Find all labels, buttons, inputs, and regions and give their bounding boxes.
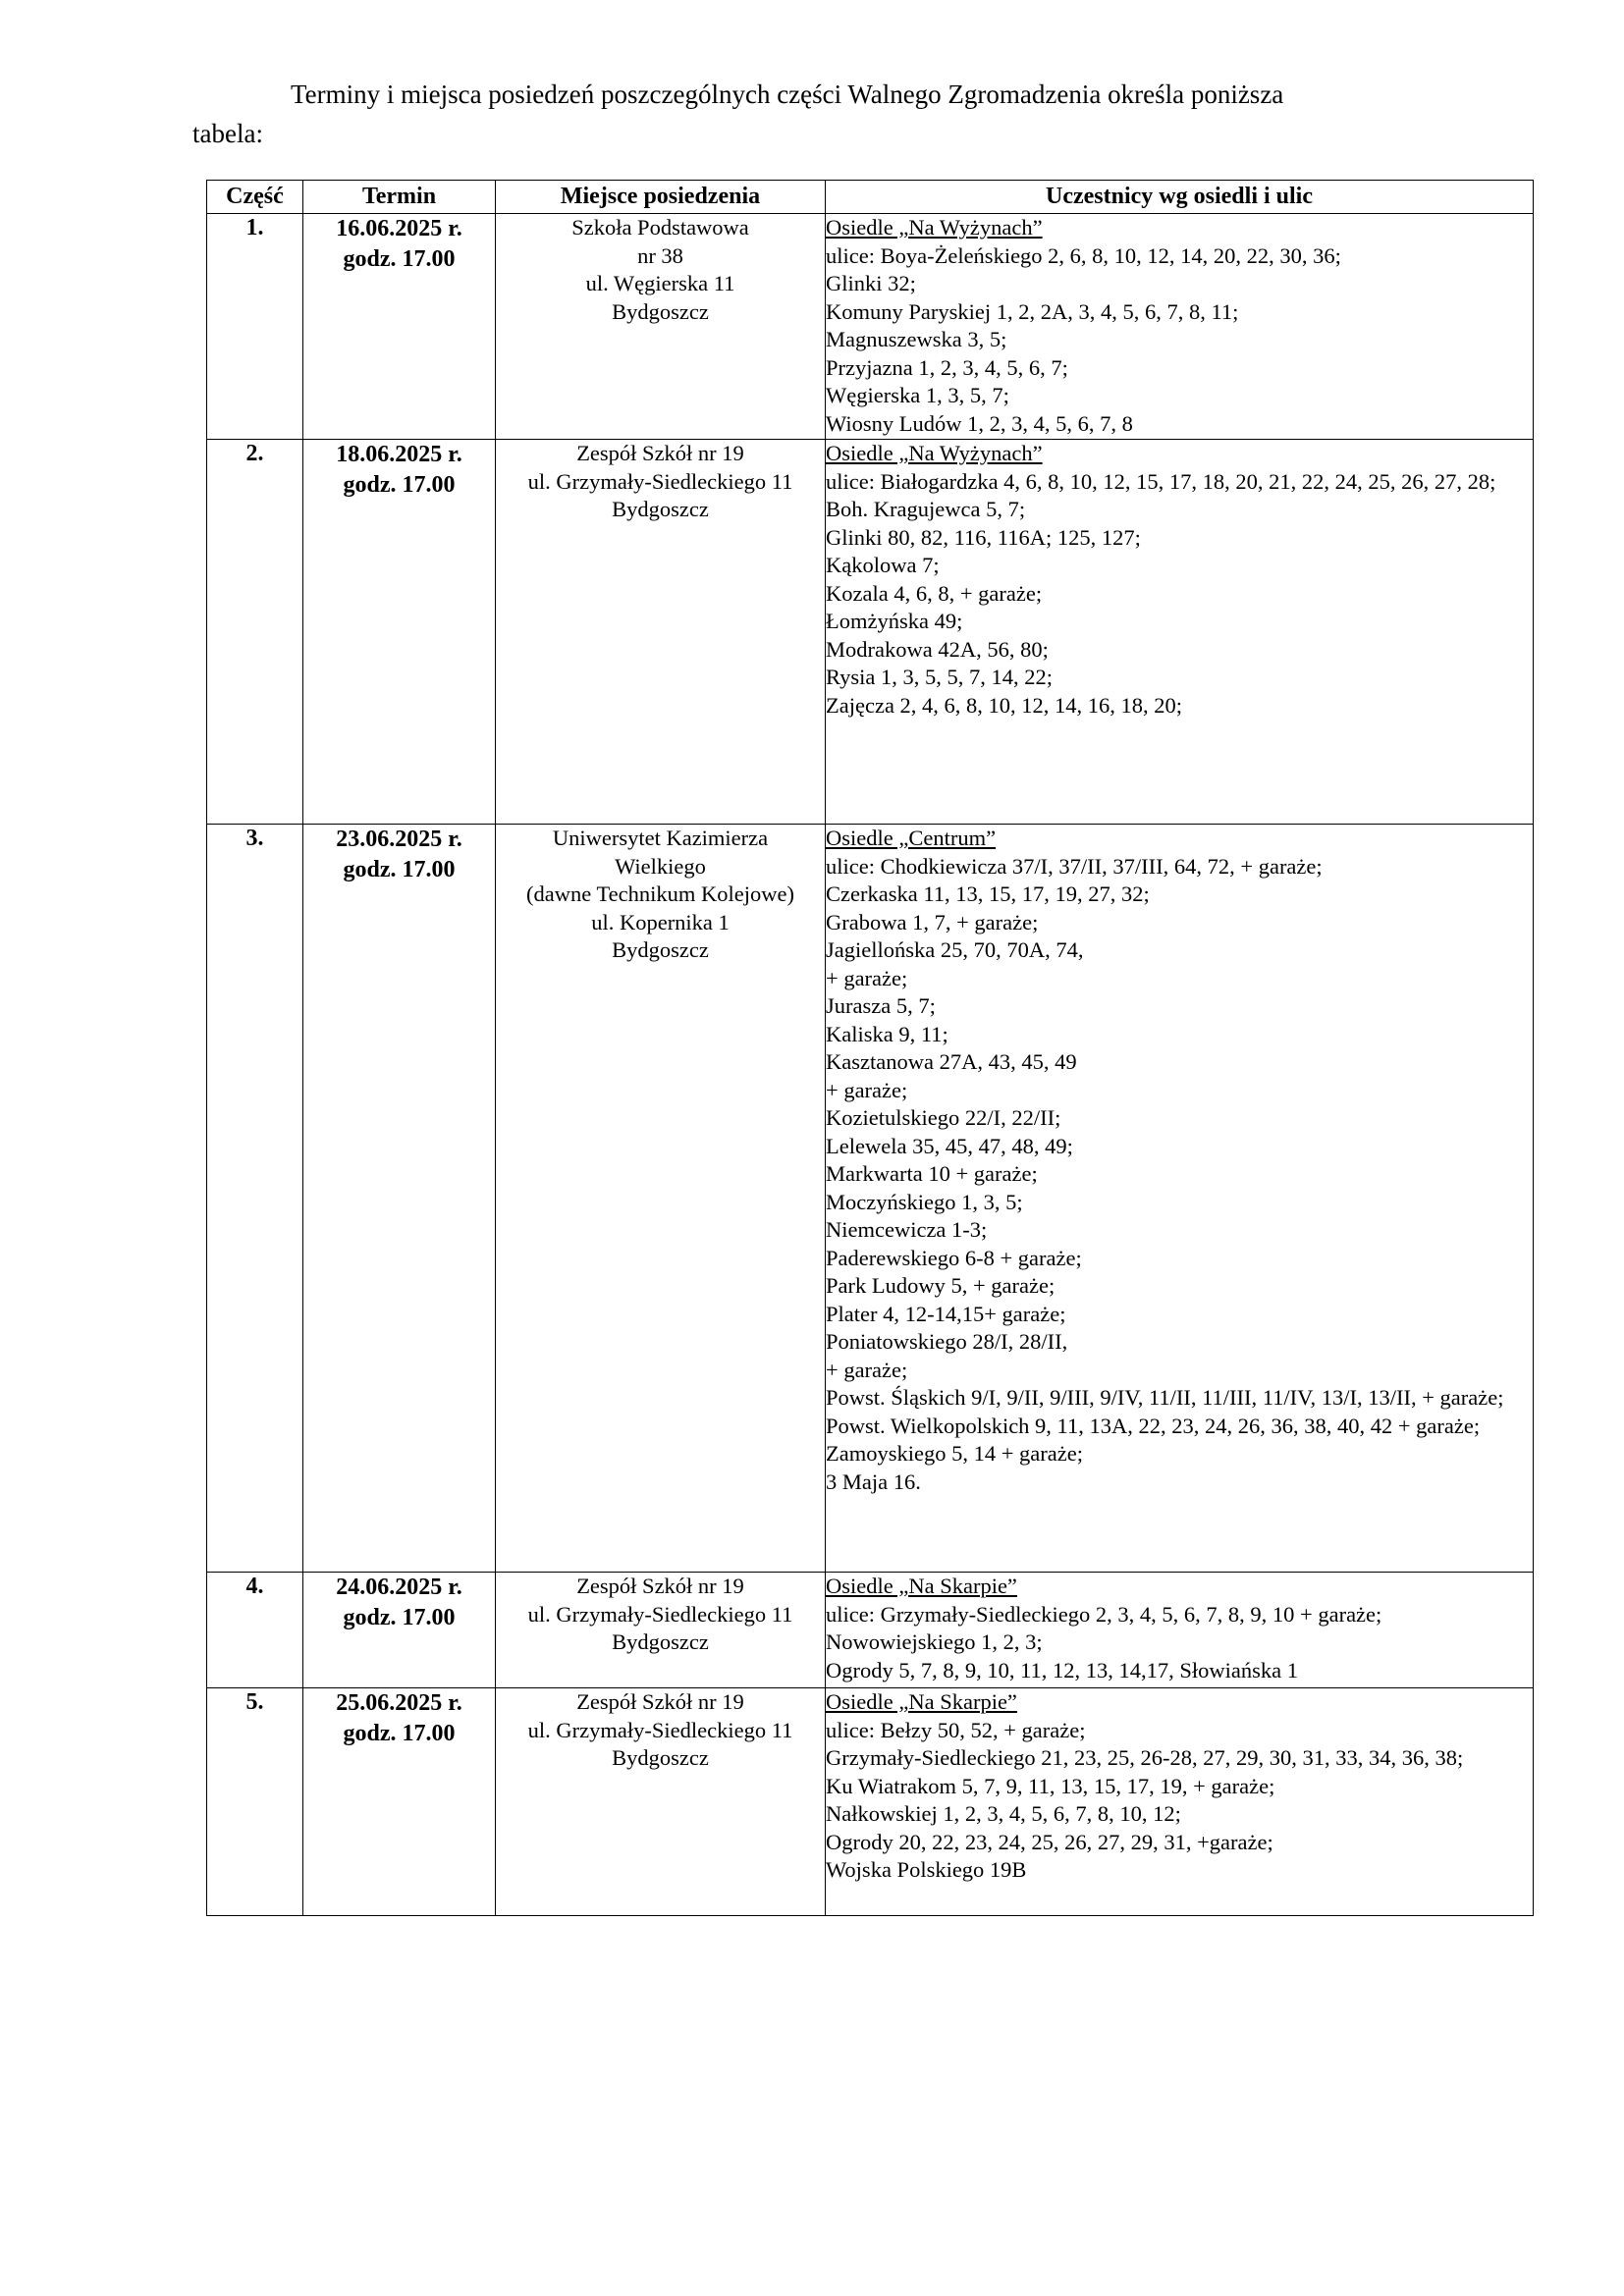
meeting-time: godz. 17.00 bbox=[343, 857, 456, 882]
table-row bbox=[207, 214, 1534, 440]
street-entry: Zamoyskiego 5, 14 + garaże; bbox=[826, 1441, 1083, 1466]
place-line: Zespół Szkół nr 19 bbox=[576, 1574, 744, 1598]
meeting-date: 23.06.2025 r. bbox=[336, 827, 462, 852]
part-number: 4. bbox=[207, 1573, 303, 1688]
meeting-date: 24.06.2025 r. bbox=[336, 1575, 462, 1600]
street-entry: Rysia 1, 3, 5, 5, 7, 14, 22; bbox=[826, 665, 1053, 689]
street-entry: Komuny Paryskiej 1, 2, 2A, 3, 4, 5, 6, 7, 8, 11; bbox=[826, 298, 1239, 324]
estate-name: Osiedle „Na Skarpie” bbox=[826, 1689, 1017, 1714]
place-line: Bydgoszcz bbox=[612, 298, 709, 324]
participants-cell bbox=[826, 214, 1534, 440]
estate-name: Osiedle „Na Wyżynach” bbox=[826, 215, 1043, 240]
place-line: ul. Kopernika 1 bbox=[591, 909, 730, 934]
meeting-date: 16.06.2025 r. bbox=[336, 216, 462, 241]
participants-cell bbox=[826, 1573, 1534, 1688]
term-cell bbox=[303, 1573, 496, 1688]
street-entry: Ku Wiatrakom 5, 7, 9, 11, 13, 15, 17, 19, + garaże; bbox=[826, 1773, 1275, 1798]
street-entry: ulice: Grzymały-Siedleckiego 2, 3, 4, 5, 6, 7, 8, 9, 10 + garaże; bbox=[826, 1601, 1382, 1627]
place-cell bbox=[496, 1573, 826, 1688]
street-entry: Markwarta 10 + garaże; bbox=[826, 1161, 1038, 1186]
street-entry: Kozala 4, 6, 8, + garaże; bbox=[826, 580, 1043, 606]
participants-cell bbox=[826, 440, 1534, 825]
term-cell bbox=[303, 825, 496, 1573]
street-entry: Boh. Kragujewca 5, 7; bbox=[826, 497, 1026, 521]
street-entry: Powst. Śląskich 9/I, 9/II, 9/III, 9/IV, 11/II, 11/III, 11/IV, 13/I, 13/II, + garaże; bbox=[826, 1385, 1504, 1410]
part-number: 5. bbox=[207, 1688, 303, 1916]
street-entry: Paderewskiego 6-8 + garaże; bbox=[826, 1245, 1082, 1270]
street-entry: Węgierska 1, 3, 5, 7; bbox=[826, 383, 1009, 407]
estate-name: Osiedle „Na Wyżynach” bbox=[826, 441, 1043, 465]
street-entry: Jagiellońska 25, 70, 70A, 74, bbox=[826, 937, 1084, 962]
table-header-row bbox=[207, 181, 1534, 214]
street-entry: Park Ludowy 5, + garaże; bbox=[826, 1273, 1056, 1298]
place-line: Zespół Szkół nr 19 bbox=[576, 441, 744, 465]
street-entry: Niemcewicza 1-3; bbox=[826, 1217, 988, 1242]
intro-line-1: Terminy i miejsca posiedzeń poszczególnych części Walnego Zgromadzenia określa poniższa bbox=[291, 80, 1284, 109]
place-line: Bydgoszcz bbox=[612, 1629, 709, 1654]
place-line: ul. Grzymały-Siedleckiego 11 bbox=[527, 1717, 793, 1742]
header-participants: Uczestnicy wg osiedli i ulic bbox=[826, 181, 1534, 214]
place-line: Bydgoszcz bbox=[612, 937, 709, 962]
term-cell bbox=[303, 440, 496, 825]
meeting-time: godz. 17.00 bbox=[343, 472, 456, 498]
street-entry: Zajęcza 2, 4, 6, 8, 10, 12, 14, 16, 18, 20; bbox=[826, 692, 1183, 718]
place-line: ul. Węgierska 11 bbox=[585, 271, 735, 295]
street-entry: Łomżyńska 49; bbox=[826, 609, 963, 633]
place-cell bbox=[496, 825, 826, 1573]
meeting-date: 18.06.2025 r. bbox=[336, 442, 462, 467]
street-entry: Nowowiejskiego 1, 2, 3; bbox=[826, 1629, 1043, 1654]
part-number: 3. bbox=[207, 825, 303, 1573]
place-line: Bydgoszcz bbox=[612, 497, 709, 521]
street-entry: Nałkowskiej 1, 2, 3, 4, 5, 6, 7, 8, 10, 12; bbox=[826, 1801, 1181, 1826]
participants-cell bbox=[826, 1688, 1534, 1916]
meeting-time: godz. 17.00 bbox=[343, 1605, 456, 1630]
street-entry: Czerkaska 11, 13, 15, 17, 19, 27, 32; bbox=[826, 881, 1150, 906]
place-line: ul. Grzymały-Siedleckiego 11 bbox=[527, 468, 793, 494]
meeting-time: godz. 17.00 bbox=[343, 246, 456, 272]
street-entry: Glinki 80, 82, 116, 116A; 125, 127; bbox=[826, 524, 1141, 550]
place-line: Zespół Szkół nr 19 bbox=[576, 1689, 744, 1714]
street-entry: Powst. Wielkopolskich 9, 11, 13A, 22, 23, 24, 26, 36, 38, 40, 42 + garaże; bbox=[826, 1413, 1481, 1438]
street-entry: ulice: Chodkiewicza 37/I, 37/II, 37/III, 64, 72, + garaże; bbox=[826, 853, 1323, 879]
table-row bbox=[207, 1573, 1534, 1688]
street-entry: Kaliska 9, 11; bbox=[826, 1021, 948, 1046]
estate-name: Osiedle „Centrum” bbox=[826, 826, 997, 850]
place-cell bbox=[496, 1688, 826, 1916]
place-line: (dawne Technikum Kolejowe) bbox=[526, 881, 794, 906]
part-number: 2. bbox=[207, 440, 303, 825]
place-cell bbox=[496, 214, 826, 440]
street-entry: Przyjazna 1, 2, 3, 4, 5, 6, 7; bbox=[826, 354, 1068, 380]
intro-line-2: tabela: bbox=[192, 119, 263, 148]
meetings-table bbox=[206, 180, 1534, 1916]
street-entry: Grzymały-Siedleckiego 21, 23, 25, 26-28, 27, 29, 30, 31, 33, 34, 36, 38; bbox=[826, 1745, 1464, 1770]
street-entry: Wojska Polskiego 19B bbox=[826, 1857, 1027, 1882]
header-place: Miejsce posiedzenia bbox=[496, 181, 826, 214]
street-entry: + garaże; bbox=[826, 1357, 908, 1382]
street-entry: Kozietulskiego 22/I, 22/II; bbox=[826, 1105, 1061, 1130]
street-entry: Jurasza 5, 7; bbox=[826, 993, 936, 1018]
table-row bbox=[207, 440, 1534, 825]
place-line: Uniwersytet Kazimierza bbox=[552, 826, 769, 850]
place-line: Bydgoszcz bbox=[612, 1745, 709, 1770]
street-entry: Kąkolowa 7; bbox=[826, 553, 940, 577]
term-cell bbox=[303, 1688, 496, 1916]
table-row bbox=[207, 825, 1534, 1573]
header-part: Część bbox=[207, 181, 303, 214]
street-entry: Modrakowa 42A, 56, 80; bbox=[826, 636, 1049, 662]
street-entry: Kasztanowa 27A, 43, 45, 49 bbox=[826, 1049, 1077, 1074]
place-line: Szkoła Podstawowa bbox=[571, 215, 749, 240]
meeting-date: 25.06.2025 r. bbox=[336, 1690, 462, 1716]
street-entry: Poniatowskiego 28/I, 28/II, bbox=[826, 1329, 1068, 1354]
participants-cell bbox=[826, 825, 1534, 1573]
intro-paragraph bbox=[192, 75, 1508, 153]
term-cell bbox=[303, 214, 496, 440]
street-entry: Magnuszewska 3, 5; bbox=[826, 327, 1007, 351]
street-entry: Glinki 32; bbox=[826, 271, 916, 295]
street-entry: Grabowa 1, 7, + garaże; bbox=[826, 909, 1039, 934]
meeting-time: godz. 17.00 bbox=[343, 1721, 456, 1746]
street-entry: ulice: Bełzy 50, 52, + garaże; bbox=[826, 1717, 1086, 1742]
street-entry: Ogrody 20, 22, 23, 24, 25, 26, 27, 29, 31, +garaże; bbox=[826, 1829, 1273, 1854]
estate-name: Osiedle „Na Skarpie” bbox=[826, 1574, 1017, 1598]
street-entry: 3 Maja 16. bbox=[826, 1468, 921, 1494]
street-entry: ulice: Białogardzka 4, 6, 8, 10, 12, 15, 17, 18, 20, 21, 22, 24, 25, 26, 27, 28; bbox=[826, 468, 1496, 494]
street-entry: + garaże; bbox=[826, 965, 908, 990]
street-entry: Plater 4, 12-14,15+ garaże; bbox=[826, 1301, 1066, 1326]
street-entry: ulice: Boya-Żeleńskiego 2, 6, 8, 10, 12, 14, 20, 22, 30, 36; bbox=[826, 242, 1341, 268]
table-row bbox=[207, 1688, 1534, 1916]
place-line: ul. Grzymały-Siedleckiego 11 bbox=[527, 1601, 793, 1627]
street-entry: Lelewela 35, 45, 47, 48, 49; bbox=[826, 1133, 1073, 1158]
street-entry: Ogrody 5, 7, 8, 9, 10, 11, 12, 13, 14,17, Słowiańska 1 bbox=[826, 1657, 1299, 1682]
street-entry: Wiosny Ludów 1, 2, 3, 4, 5, 6, 7, 8 bbox=[826, 410, 1133, 436]
table-body bbox=[207, 214, 1534, 1916]
place-line: nr 38 bbox=[637, 242, 683, 268]
header-term: Termin bbox=[303, 181, 496, 214]
place-line: Wielkiego bbox=[615, 853, 706, 879]
place-cell bbox=[496, 440, 826, 825]
street-entry: Moczyńskiego 1, 3, 5; bbox=[826, 1189, 1023, 1214]
street-entry: + garaże; bbox=[826, 1077, 908, 1102]
part-number: 1. bbox=[207, 214, 303, 440]
